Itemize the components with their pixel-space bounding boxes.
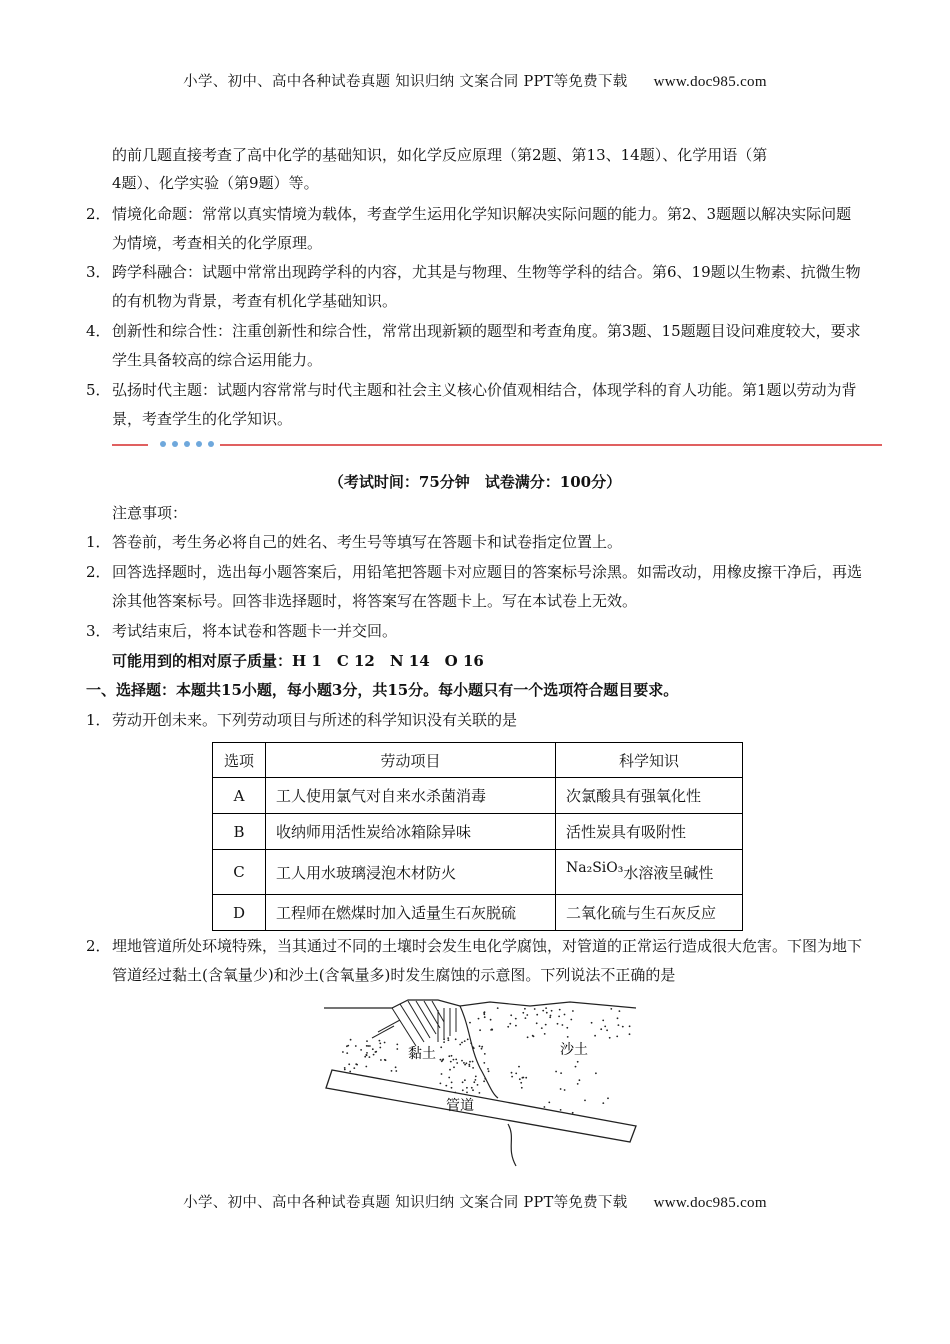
item-number: 1．: [86, 533, 111, 551]
item-text: 回答选择题时，选出每小题答案后，用铅笔把答题卡对应题目的答案标号涂黑。如需改动，用橡皮擦干净后，再选涂其他答案标号。回答非选择题时，将答案写在答题卡上。写在本试卷上无效。: [112, 563, 863, 610]
table-row: [213, 895, 743, 931]
section-divider: [112, 444, 882, 446]
header-url[interactable]: www.doc985.com: [653, 74, 767, 90]
item-text: 答卷前，考生务必将自己的姓名、考生号等填写在答题卡和试卷指定位置上。: [112, 533, 623, 551]
analysis-item-4: [86, 317, 864, 375]
header-labor: 劳动项目: [266, 743, 556, 778]
page-header: [0, 70, 950, 91]
header-science: 科学知识: [556, 743, 743, 778]
exam-info: （考试时间：75分钟 试卷满分：100分）: [328, 473, 622, 491]
item-number: 2．: [86, 205, 111, 223]
sand-label: 沙土: [560, 1042, 588, 1058]
item-number: 2．: [86, 563, 111, 581]
option-letter: D: [213, 895, 266, 931]
notice-item-1: [86, 528, 864, 557]
question-2: [86, 932, 864, 990]
option-letter: B: [213, 814, 266, 850]
header-text: 小学、初中、高中各种试卷真题 知识归纳 文案合同 PPT等免费下载: [183, 74, 628, 90]
footer-url[interactable]: www.doc985.com: [653, 1195, 767, 1211]
pipe-label: 管道: [446, 1098, 474, 1114]
page-footer: [0, 1191, 950, 1212]
question-stem: 埋地管道所处环境特殊，当其通过不同的土壤时会发生电化学腐蚀，对管道的正常运行造成很大危害。下图为地下管道经过黏土(含氧量少)和沙土(含氧量多)时发生腐蚀的示意图。下列说法不正确的是: [112, 937, 863, 984]
table-header-row: [213, 743, 743, 778]
labor-item: 收纳师用活性炭给冰箱除异味: [266, 814, 556, 850]
footer-text: 小学、初中、高中各种试卷真题 知识归纳 文案合同 PPT等免费下载: [183, 1195, 628, 1211]
notice-item-2: [86, 558, 864, 616]
science-knowledge: [556, 850, 743, 895]
question-number: 2．: [86, 937, 111, 955]
table-row: [213, 814, 743, 850]
question-1: [86, 706, 864, 735]
science-knowledge: 次氯酸具有强氧化性: [556, 778, 743, 814]
intro-line-1: 的前几题直接考查了高中化学的基础知识，如化学反应原理（第2题、第13、14题）、化学用语（第: [112, 146, 768, 164]
item-text: 弘扬时代主题：试题内容常常与时代主题和社会主义核心价值观相结合，体现学科的育人功能。第1题以劳动为背景，考查学生的化学知识。: [112, 381, 857, 428]
option-letter: A: [213, 778, 266, 814]
item-number: 3．: [86, 622, 111, 640]
item-text: 跨学科融合：试题中常常出现跨学科的内容，尤其是与物理、生物等学科的结合。第6、19题以生物素、抗微生物的有机物为背景，考查有机化学基础知识。: [112, 263, 861, 310]
labor-item: 工人用水玻璃浸泡木材防火: [266, 850, 556, 895]
analysis-item-2: [86, 200, 864, 258]
science-text: 水溶液呈碱性: [623, 863, 714, 882]
science-knowledge: 二氧化硫与生石灰反应: [556, 895, 743, 931]
question-1-table: [212, 742, 743, 931]
item-text: 情境化命题：常常以真实情境为载体，考查学生运用化学知识解决实际问题的能力。第2、3题题以解决实际问题为情境，考查相关的化学原理。: [112, 205, 852, 252]
section-heading: 一、选择题：本题共15小题，每小题3分，共15分。每小题只有一个选项符合题目要求。: [86, 681, 679, 699]
analysis-item-5: [86, 376, 864, 434]
pipe-corrosion-figure: [320, 998, 640, 1168]
labor-item: 工程师在燃煤时加入适量生石灰脱硫: [266, 895, 556, 931]
chemical-formula: Na₂SiO₃: [566, 859, 624, 876]
intro-line-2: 4题）、化学实验（第9题）等。: [112, 174, 319, 192]
question-number: 1．: [86, 711, 111, 729]
question-stem: 劳动开创未来。下列劳动项目与所述的科学知识没有关联的是: [112, 711, 518, 729]
clay-label: 黏土: [408, 1046, 436, 1062]
notice-item-3: [86, 617, 864, 646]
item-number: 3．: [86, 263, 111, 281]
item-number: 5．: [86, 381, 111, 399]
analysis-item-3: [86, 258, 864, 316]
notice-title: 注意事项：: [112, 504, 188, 522]
option-letter: C: [213, 850, 266, 895]
science-knowledge: 活性炭具有吸附性: [556, 814, 743, 850]
atomic-mass-line: 可能用到的相对原子质量：H 1 C 12 N 14 O 16: [112, 652, 484, 670]
item-text: 考试结束后，将本试卷和答题卡一并交回。: [112, 622, 398, 640]
item-number: 4．: [86, 322, 111, 340]
intro-paragraph: [112, 141, 862, 197]
header-option: 选项: [213, 743, 266, 778]
table-row: [213, 850, 743, 895]
item-text: 创新性和综合性：注重创新性和综合性，常常出现新颖的题型和考查角度。第3题、15题题目设问难度较大，要求学生具备较高的综合运用能力。: [112, 322, 861, 369]
labor-item: 工人使用氯气对自来水杀菌消毒: [266, 778, 556, 814]
table-row: [213, 778, 743, 814]
